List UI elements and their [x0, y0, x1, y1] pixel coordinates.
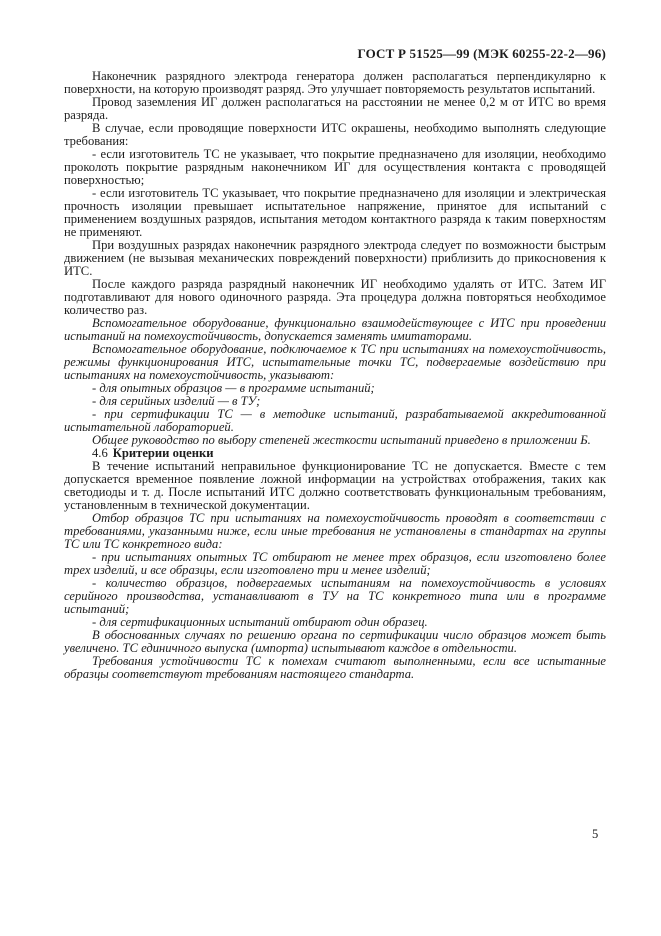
paragraph: Провод заземления ИГ должен располагаться на расстоянии не менее 0,2 м от ИТС во время разряда.: [64, 95, 606, 122]
paragraph-italic: Требования устойчивости ТС к помехам считают выполненными, если все испытанные образцы соответствуют требованиям настоящего стандарта.: [64, 654, 606, 681]
paragraph-italic: Вспомогательное оборудование, подключаемое к ТС при испытаниях на помехоустойчивость, режимы функционирования ИТС, испытательные точки ТС, подвергаемые воздействию при испытаниях на помехоустойчивость, указывают:: [64, 342, 606, 382]
list-item-dash-italic: - для опытных образцов — в программе испытаний;: [92, 381, 375, 395]
paragraph: После каждого разряда разрядный наконечник ИГ необходимо удалять от ИТС. Затем ИГ подготавливают для нового одиночного разряда. Эта процедура должна повторяться необходимое количество раз.: [64, 277, 606, 317]
paragraph: При воздушных разрядах наконечник разрядного электрода следует по возможности быстрым движением (не вызывая механических повреждений поверхности) приблизить до прикосновения к ИТС.: [64, 238, 606, 278]
document-body: [64, 70, 606, 681]
list-item-dash-italic: - при сертификации ТС — в методике испытаний, разрабатываемой аккредитованной испытательной лабораторией.: [64, 407, 606, 434]
paragraph: Наконечник разрядного электрода генератора должен располагаться перпендикулярно к поверхности, на которую производят разряд. Это улучшает повторяемость результатов испытаний.: [64, 69, 606, 96]
paragraph: В случае, если проводящие поверхности ИТС окрашены, необходимо выполнять следующие требования:: [64, 121, 606, 148]
section-title: Критерии оценки: [112, 446, 214, 460]
paragraph-italic: Отбор образцов ТС при испытаниях на помехоустойчивость проводят в соответствии с требованиями, указанными ниже, если иные требования не установлены в стандартах на группы ТС или ТС конкретного вида:: [64, 511, 606, 551]
list-item-dash: - если изготовитель ТС указывает, что покрытие предназначено для изоляции и электрическая прочность изоляции превышает испытательное напряжение, принятое для испытаний с применением воздушных разрядов, испытания методом контактного разряда к таким поверхностям не применяют.: [64, 186, 606, 239]
list-item-dash-italic: - для серийных изделий — в ТУ;: [92, 394, 261, 408]
page-number: 5: [592, 827, 599, 841]
paragraph-italic: Вспомогательное оборудование, функционально взаимодействующее с ИТС при проведении испытаний на помехоустойчивость, допускается заменять имитаторами.: [64, 316, 606, 343]
list-item-dash-italic: - количество образцов, подвергаемых испытаниям на помехоустойчивость в условиях серийного производства, устанавливают в ТУ на ТС конкретного типа или в программе испытаний;: [64, 576, 606, 616]
standard-designation-header: ГОСТ Р 51525—99 (МЭК 60255-22-2—96): [357, 46, 606, 61]
list-item-dash: - если изготовитель ТС не указывает, что покрытие предназначено для изоляции, необходимо проколоть покрытие разрядным наконечником ИГ для осуществления контакта с проводящей поверхностью;: [64, 147, 606, 187]
list-item-dash-italic: - при испытаниях опытных ТС отбирают не менее трех образцов, если изготовлено более трех изделий, и все образцы, если изготовлено три и менее изделий;: [64, 550, 606, 577]
paragraph-italic: В обоснованных случаях по решению органа по сертификации число образцов может быть увеличено. ТС единичного выпуска (импорта) испытывают каждое в отдельности.: [64, 628, 606, 655]
section-number: 4.6: [92, 446, 108, 460]
paragraph-italic: Общее руководство по выбору степеней жесткости испытаний приведено в приложении Б.: [92, 433, 591, 447]
paragraph: В течение испытаний неправильное функционирование ТС не допускается. Вместе с тем допускается временное появление ложной информации на устройствах отображения, таких как светодиоды и т. д. После испытаний ИТС должно соответствовать функциональным требованиям, установленным в технической документации.: [64, 459, 606, 512]
list-item-dash-italic: - для сертификационных испытаний отбирают один образец.: [92, 615, 428, 629]
